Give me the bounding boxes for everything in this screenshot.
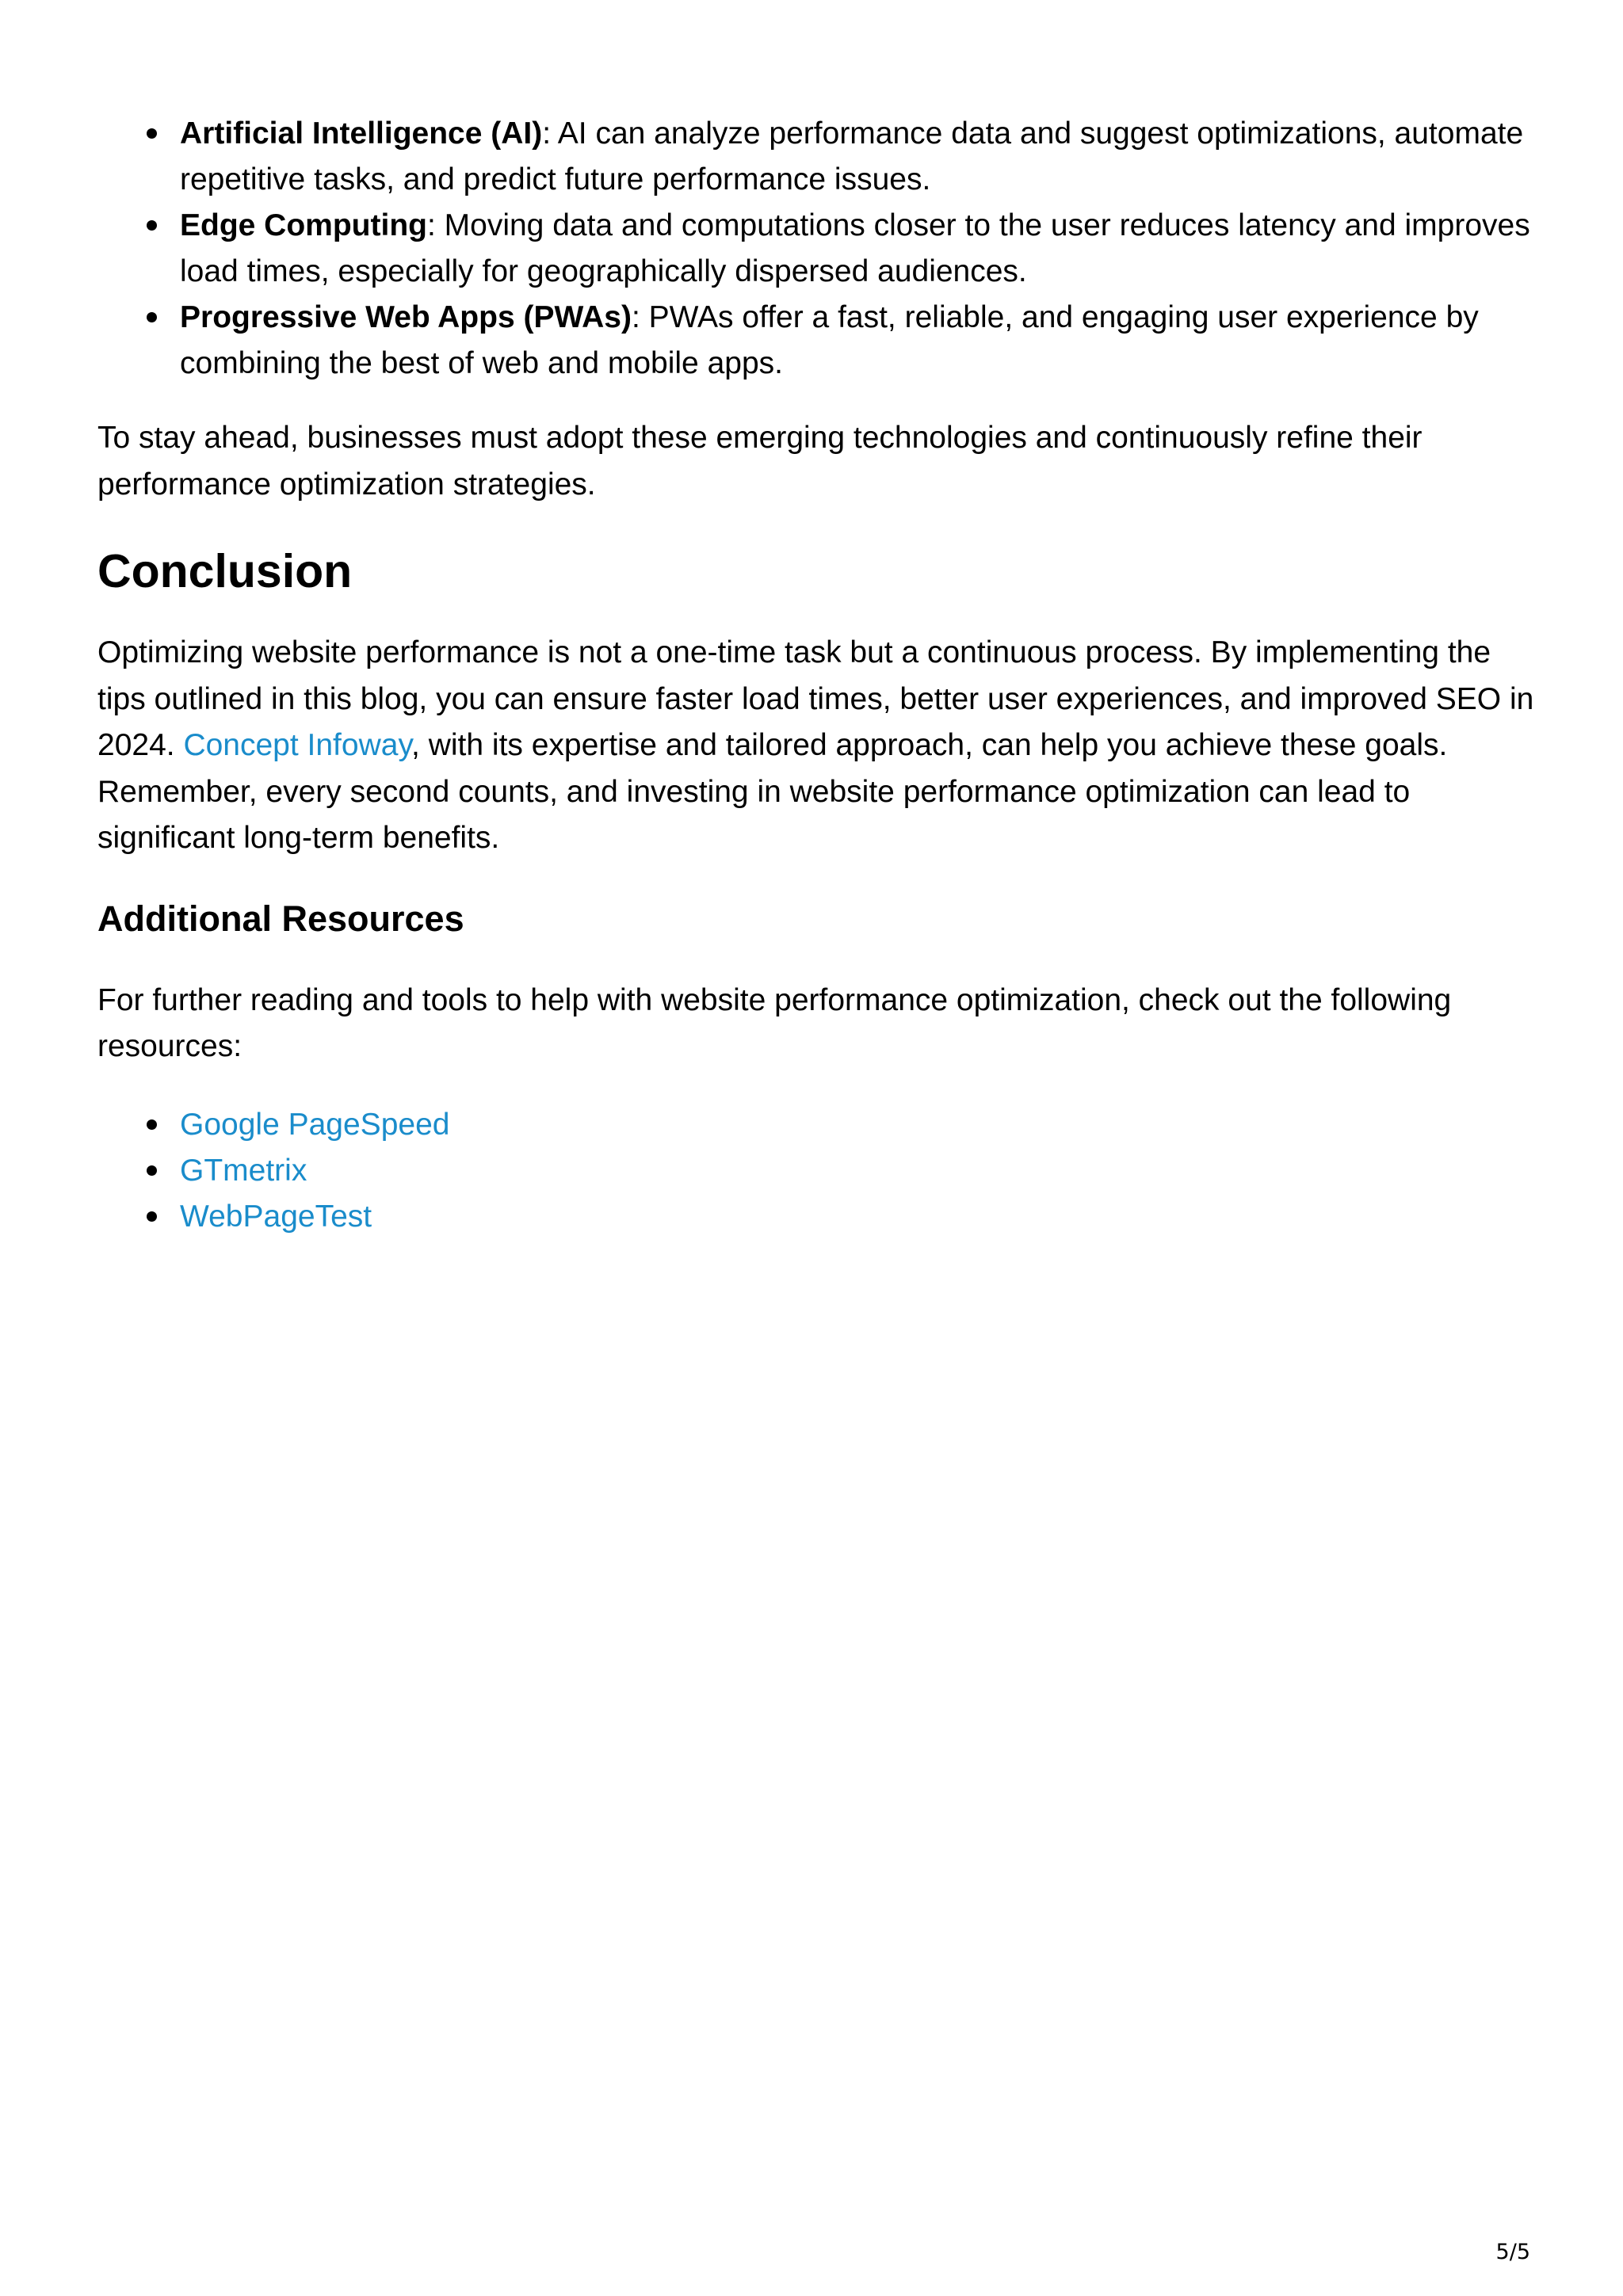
bullet-icon — [147, 1165, 157, 1176]
stay-ahead-paragraph: To stay ahead, businesses must adopt these emerging technologies and continuously refine their performance optimization strategies. — [97, 421, 1423, 502]
webpagetest-link[interactable]: WebPageTest — [180, 1199, 372, 1234]
gtmetrix-link[interactable]: GTmetrix — [180, 1153, 307, 1188]
document-page — [97, 111, 1540, 1240]
trend-term: Progressive Web Apps (PWAs) — [180, 300, 632, 334]
trend-term: Artificial Intelligence (AI) — [180, 116, 543, 151]
conclusion-text-end: , with its expertise and tailored approach, can help you achieve these goals. Remember, every second counts, and investing in website performance optimization can lead to significant long-term benefits. — [97, 728, 1448, 855]
list-item — [97, 1102, 1540, 1148]
list-item — [97, 295, 1540, 387]
trend-term: Edge Computing — [180, 208, 427, 242]
conclusion-text-start: Optimizing website performance is not a one-time task but a continuous process. By implementing the tips outlined in this blog, you can ensure faster load times, better user experiences, and improved SEO in 2024. — [97, 635, 1534, 762]
resources-list — [97, 1102, 1540, 1240]
conclusion-heading: Conclusion — [97, 545, 353, 597]
list-item — [97, 203, 1540, 295]
concept-infoway-link[interactable]: Concept Infoway — [183, 728, 412, 762]
bullet-icon — [147, 312, 157, 322]
list-item — [97, 1194, 1540, 1240]
page-number: 5/5 — [1495, 2240, 1530, 2264]
list-item — [97, 111, 1540, 203]
bullet-icon — [147, 128, 157, 139]
additional-resources-heading: Additional Resources — [97, 898, 464, 939]
bullet-icon — [147, 220, 157, 231]
resources-intro-paragraph: For further reading and tools to help with website performance optimization, check out the following resources: — [97, 982, 1452, 1063]
bullet-icon — [147, 1211, 157, 1222]
google-pagespeed-link[interactable]: Google PageSpeed — [180, 1107, 450, 1142]
list-item — [97, 1148, 1540, 1194]
bullet-icon — [147, 1119, 157, 1130]
trend-description: : PWAs offer a fast, reliable, and engaging user experience by combining the best of web and mobile apps. — [180, 300, 1479, 380]
conclusion-paragraph — [97, 630, 1540, 862]
trend-description: : Moving data and computations closer to the user reduces latency and improves load times, especially for geographically dispersed audiences. — [180, 208, 1530, 288]
trends-list — [97, 111, 1540, 387]
trend-description: : AI can analyze performance data and suggest optimizations, automate repetitive tasks, and predict future performance issues. — [180, 116, 1524, 196]
